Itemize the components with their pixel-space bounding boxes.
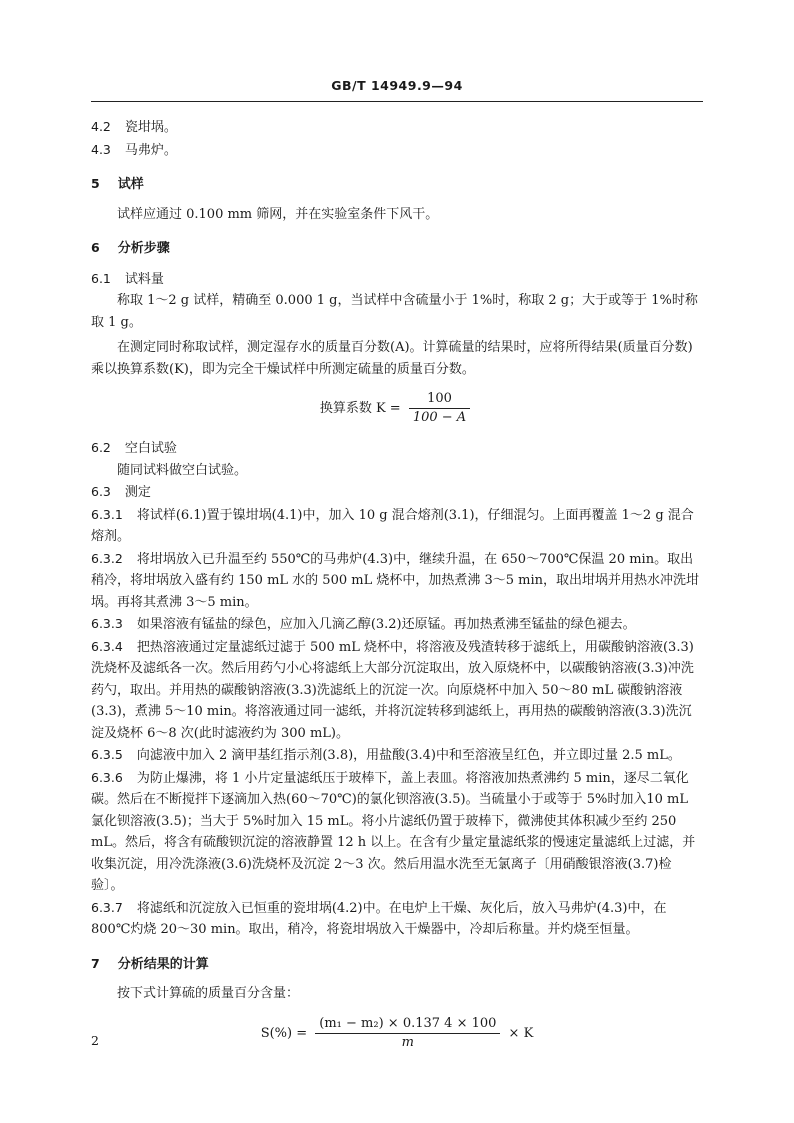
section-5-heading: [91, 173, 703, 196]
clause-number: 6.3.4: [91, 638, 123, 654]
clause-text: 为防止爆沸，将 1 小片定量滤纸压于玻棒下，盖上表皿。将溶液加热煮沸约 5 min，逐尽二氧化碳。然后在不断搅拌下逐滴加入热(60～70℃)的氯化钡溶液(3.5)。当硫量小于或等于 5%时加入10 mL 氯化钡溶液(3.5)；当大于 5%时加入 15 mL。将小片滤纸仍置于玻棒下，微沸使其体积减少至约 250 mL。然后，将含有硫酸钡沉淀的溶液静置 12 h 以上。在含有少量定量滤纸浆的慢速定量滤纸上过滤，并收集沉淀，用冷洗涤液(3.6)洗烧杯及沉淀 2～3 次。然后用温水洗至无氯离子〔用硝酸银溶液(3.7)检验〕。: [91, 770, 696, 893]
section-title: 分析结果的计算: [117, 956, 209, 972]
clause-number: 6.3.3: [91, 616, 123, 631]
clause-number: 6.3.5: [91, 747, 123, 762]
clause-number: 6.3.2: [91, 550, 123, 566]
clause-text: 将滤纸和沉淀放入已恒重的瓷坩埚(4.2)中。在电炉上干燥、灰化后，放入马弗炉(4.3)中，在 800℃灼烧 20～30 min。取出，稍冷，将瓷坩埚放入干燥器中，冷却后称量。并灼烧至恒量。: [91, 900, 667, 937]
section-7-text: 按下式计算硫的质量百分含量：: [117, 986, 300, 1001]
subsection-6-2-heading: [91, 437, 703, 460]
sulfur-content-formula: [91, 1015, 703, 1052]
section-7-heading: [91, 953, 703, 976]
section-title: 分析步骤: [117, 241, 170, 256]
subsection-title: 空白试验: [124, 441, 177, 456]
item-text: 瓷坩埚。: [124, 120, 177, 135]
page-number: 2: [91, 1033, 99, 1048]
formula-suffix: × K: [508, 1025, 534, 1041]
item-4-3: [91, 139, 703, 162]
item-text: 马弗炉。: [124, 142, 177, 158]
clause-6-3-4: [91, 636, 703, 745]
clause-number: 6.3.1: [91, 506, 123, 522]
formula-fraction: [409, 390, 470, 427]
subsection-number: 6.2: [91, 440, 111, 455]
item-4-2: [91, 116, 703, 139]
page-header: GB/T 14949.9—94: [331, 78, 463, 93]
section-number: 5: [91, 176, 100, 191]
clause-6-3-3: [91, 613, 703, 636]
clause-6-3-2: [91, 548, 703, 614]
clause-6-3-6: [91, 767, 703, 897]
subsection-number: 6.3: [91, 484, 111, 499]
item-number: 4.2: [91, 119, 111, 134]
subsection-6-3-heading: [91, 481, 703, 504]
formula-lhs: 换算系数 K =: [319, 401, 401, 416]
section-6-heading: [91, 237, 703, 260]
clause-text: 将坩埚放入已升温至约 550℃的马弗炉(4.3)中，继续升温，在 650～700℃保温 20 min。取出稍冷，将坩埚放入盛有约 150 mL 水的 500 mL 烧杯中，加热煮沸 3～5 min，取出坩埚并用热水冲洗坩埚。再将其煮沸 3～5 min。: [91, 551, 700, 610]
clause-6-3-1: [91, 504, 703, 548]
formula-denominator: 100 − A: [412, 410, 467, 425]
clause-6-3-5: [91, 744, 703, 767]
formula-numerator: (m₁ − m₂) × 0.137 4 × 100: [315, 1015, 500, 1034]
section-5-text: 试样应通过 0.100 mm 筛网，并在实验室条件下风干。: [117, 206, 439, 222]
section-number: 7: [91, 955, 100, 971]
item-number: 4.3: [91, 141, 111, 157]
document-body: [91, 116, 703, 1062]
section-number: 6: [91, 240, 100, 255]
clause-text: 如果溶液有锰盐的绿色，应加入几滴乙醇(3.2)还原锰。再加热煮沸至锰盐的绿色褪去。: [136, 617, 636, 632]
subsection-title: 试料量: [124, 271, 164, 287]
formula-numerator: 100: [409, 390, 470, 409]
subsection-6-1-heading: [91, 268, 703, 291]
clause-text: 将试样(6.1)置于镍坩埚(4.1)中，加入 10 g 混合熔剂(3.1)，仔细混匀。上面再覆盖 1～2 g 混合熔剂。: [91, 507, 694, 544]
formula-denominator: m: [401, 1034, 414, 1050]
clause-number: 6.3.6: [91, 769, 123, 785]
subsection-number: 6.1: [91, 270, 111, 286]
header-rule: [91, 101, 703, 102]
clause-text: 向滤液中加入 2 滴甲基红指示剂(3.8)，用盐酸(3.4)中和至溶液呈红色，并立即过量 2.5 mL。: [136, 748, 681, 763]
section-title: 试样: [117, 177, 144, 192]
clause-number: 6.3.7: [91, 899, 123, 915]
formula-fraction: [315, 1015, 500, 1052]
clause-6-3-7: [91, 897, 703, 941]
subsection-6-1-para-2: 在测定同时称取试样，测定湿存水的质量百分数(A)。计算硫量的结果时，应将所得结果(质量百分数)乘以换算系数(K)，即为完全干燥试样中所测定硫量的质量百分数。: [91, 340, 693, 377]
clause-text: 把热溶液通过定量滤纸过滤于 500 mL 烧杯中，将溶液及残渣转移于滤纸上，用碳酸钠溶液(3.3)洗烧杯及滤纸各一次。然后用药勺小心将滤纸上大部分沉淀取出，放入原烧杯中，以碳酸钠溶液(3.3)冲洗药勺，取出。并用热的碳酸钠溶液(3.3)洗滤纸上的沉淀一次。向原烧杯中加入 50～80 mL 碳酸钠溶液(3.3)，煮沸 5～10 min。将溶液通过同一滤纸，并将沉淀转移到滤纸上，再用热的碳酸钠溶液(3.3)洗沉淀及烧杯 6～8 次(此时滤液约为 300 mL)。: [91, 639, 694, 741]
subsection-title: 测定: [124, 485, 151, 500]
subsection-6-2-text: 随同试料做空白试验。: [117, 462, 248, 478]
subsection-6-1-para-1: 称取 1～2 g 试样，精确至 0.000 1 g，当试样中含硫量小于 1%时，称取 2 g；大于或等于 1%时称取 1 g。: [91, 293, 698, 330]
conversion-factor-formula: [91, 390, 703, 427]
formula-lhs: S(%) =: [260, 1025, 308, 1041]
